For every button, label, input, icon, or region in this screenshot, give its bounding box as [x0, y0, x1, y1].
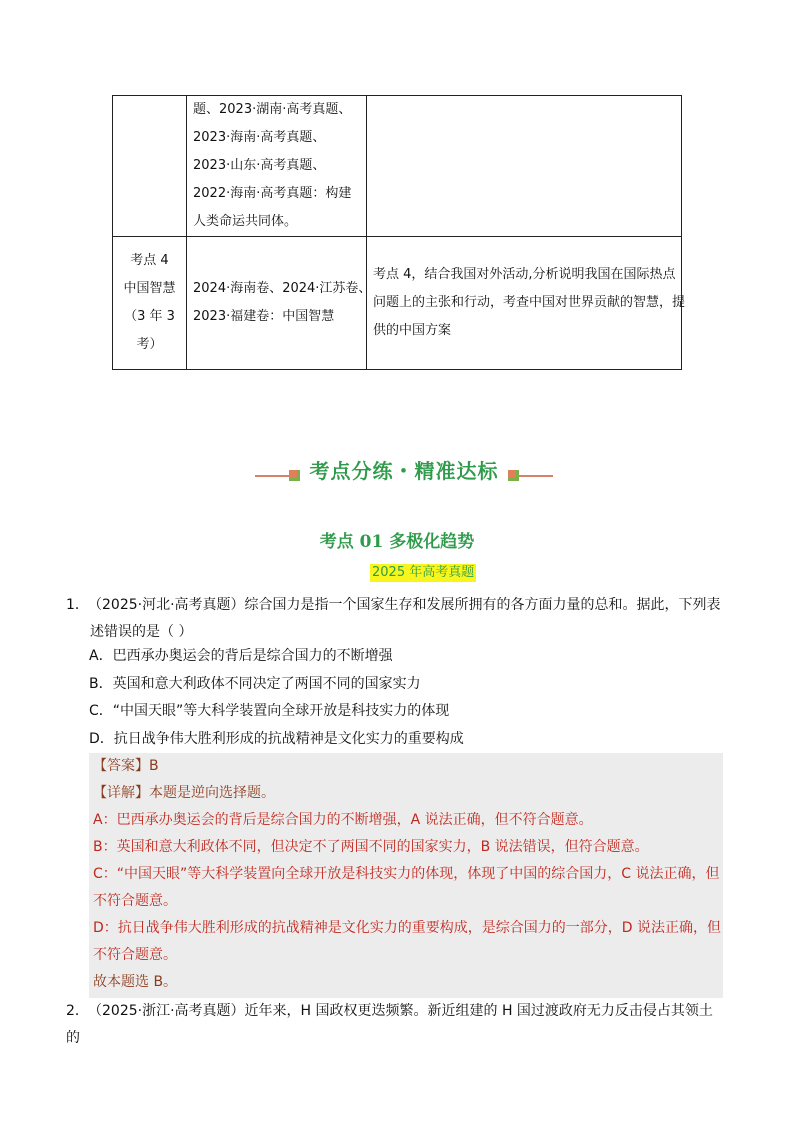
- detail-label: 【详解】: [93, 785, 149, 801]
- cell-line: 2024·海南卷、2024·江苏卷、: [193, 281, 372, 296]
- question-stem-line: （2025·河北·高考真题）综合国力是指一个国家生存和发展所拥有的各方面力量的总和。据此，下列表: [88, 597, 721, 613]
- table-row: [113, 237, 682, 370]
- question-stem-line: （2025·浙江·高考真题）近年来，H 国政权更迭频繁。新近组建的 H 国过渡政府无力反击侵占其领土的: [66, 1003, 713, 1046]
- banner-title: 考点分练・精准达标: [309, 459, 499, 483]
- cell-line: 问题上的主张和行动，考查中国对世界贡献的智慧，提: [373, 295, 686, 310]
- option-c: C．“中国天眼”等大科学装置向全球开放是科技实力的体现: [89, 703, 450, 719]
- answer-value: B: [149, 758, 159, 774]
- cell-line: 考点 4: [130, 253, 169, 268]
- cell-line: 2023·福建卷：中国智慧: [193, 309, 335, 324]
- cell-line: 供的中国方案: [373, 323, 452, 338]
- table-cell: [113, 96, 187, 237]
- conclusion-line: 故本题选 B。: [93, 974, 178, 990]
- cell-line: （3 年 3: [124, 309, 175, 324]
- analysis-line: B：英国和意大利政体不同，但决定不了两国不同的国家实力，B 说法错误，但符合题意。: [93, 839, 649, 855]
- cell-line: 中国智慧: [123, 281, 176, 296]
- answer-block: [89, 753, 723, 998]
- answer-label: 【答案】: [93, 758, 149, 774]
- analysis-line: 不符合题意。: [93, 893, 177, 909]
- analysis-line: A：巴西承办奥运会的背后是综合国力的不断增强，A 说法正确，但不符合题意。: [93, 812, 593, 828]
- analysis-line: C：“中国天眼”等大科学装置向全球开放是科技实力的体现，体现了中国的综合国力，C 说法正确，但: [93, 866, 720, 882]
- table-cell: [367, 96, 682, 237]
- table-cell: [187, 96, 367, 237]
- section-subtitle: 2025 年高考真题: [372, 565, 475, 580]
- cell-line: 题、2023·湖南·高考真题、: [193, 102, 352, 117]
- analysis-line: D：抗日战争伟大胜利形成的抗战精神是文化实力的重要构成，是综合国力的一部分，D 说法正确，但: [93, 920, 722, 936]
- analysis-line: 不符合题意。: [93, 947, 177, 963]
- cell-line: 2023·山东·高考真题、: [193, 158, 326, 173]
- cell-line: 2022·海南·高考真题：构建: [193, 186, 352, 201]
- question-1-options: [89, 643, 464, 753]
- section-banner: [255, 456, 553, 486]
- table-row: [113, 96, 682, 237]
- question-1-stem: [66, 592, 726, 646]
- table-cell: [187, 237, 372, 370]
- cell-line: 考）: [136, 337, 163, 352]
- exam-plan-table: [112, 95, 686, 370]
- option-a: A．巴西承办奥运会的背后是综合国力的不断增强: [89, 648, 393, 664]
- detail-line: [89, 780, 723, 807]
- question-number: 1．: [66, 597, 89, 613]
- answer-line: [89, 753, 723, 780]
- cell-line: 2023·海南·高考真题、: [193, 130, 326, 145]
- detail-intro: 本题是逆向选择题。: [149, 785, 275, 801]
- section-title: 考点 01 多极化趋势: [319, 532, 475, 552]
- cell-line: 人类命运共同体。: [193, 214, 298, 229]
- cell-line: 考点 4，结合我国对外活动,分析说明我国在国际热点: [373, 267, 676, 282]
- banner-line-left: [255, 475, 289, 477]
- option-b: B．英国和意大利政体不同决定了两国不同的国家实力: [89, 675, 421, 692]
- question-number: 2．: [66, 1003, 89, 1019]
- question-stem-line: 述错误的是（ ）: [90, 624, 193, 640]
- banner-square-icon: [289, 470, 300, 481]
- option-d: D．抗日战争伟大胜利形成的抗战精神是文化实力的重要构成: [89, 730, 464, 747]
- table-cell: [367, 237, 686, 370]
- question-2-stem: [66, 998, 726, 1052]
- banner-line-right: [519, 475, 553, 477]
- banner-square-icon: [508, 470, 519, 481]
- table-cell: [113, 237, 187, 370]
